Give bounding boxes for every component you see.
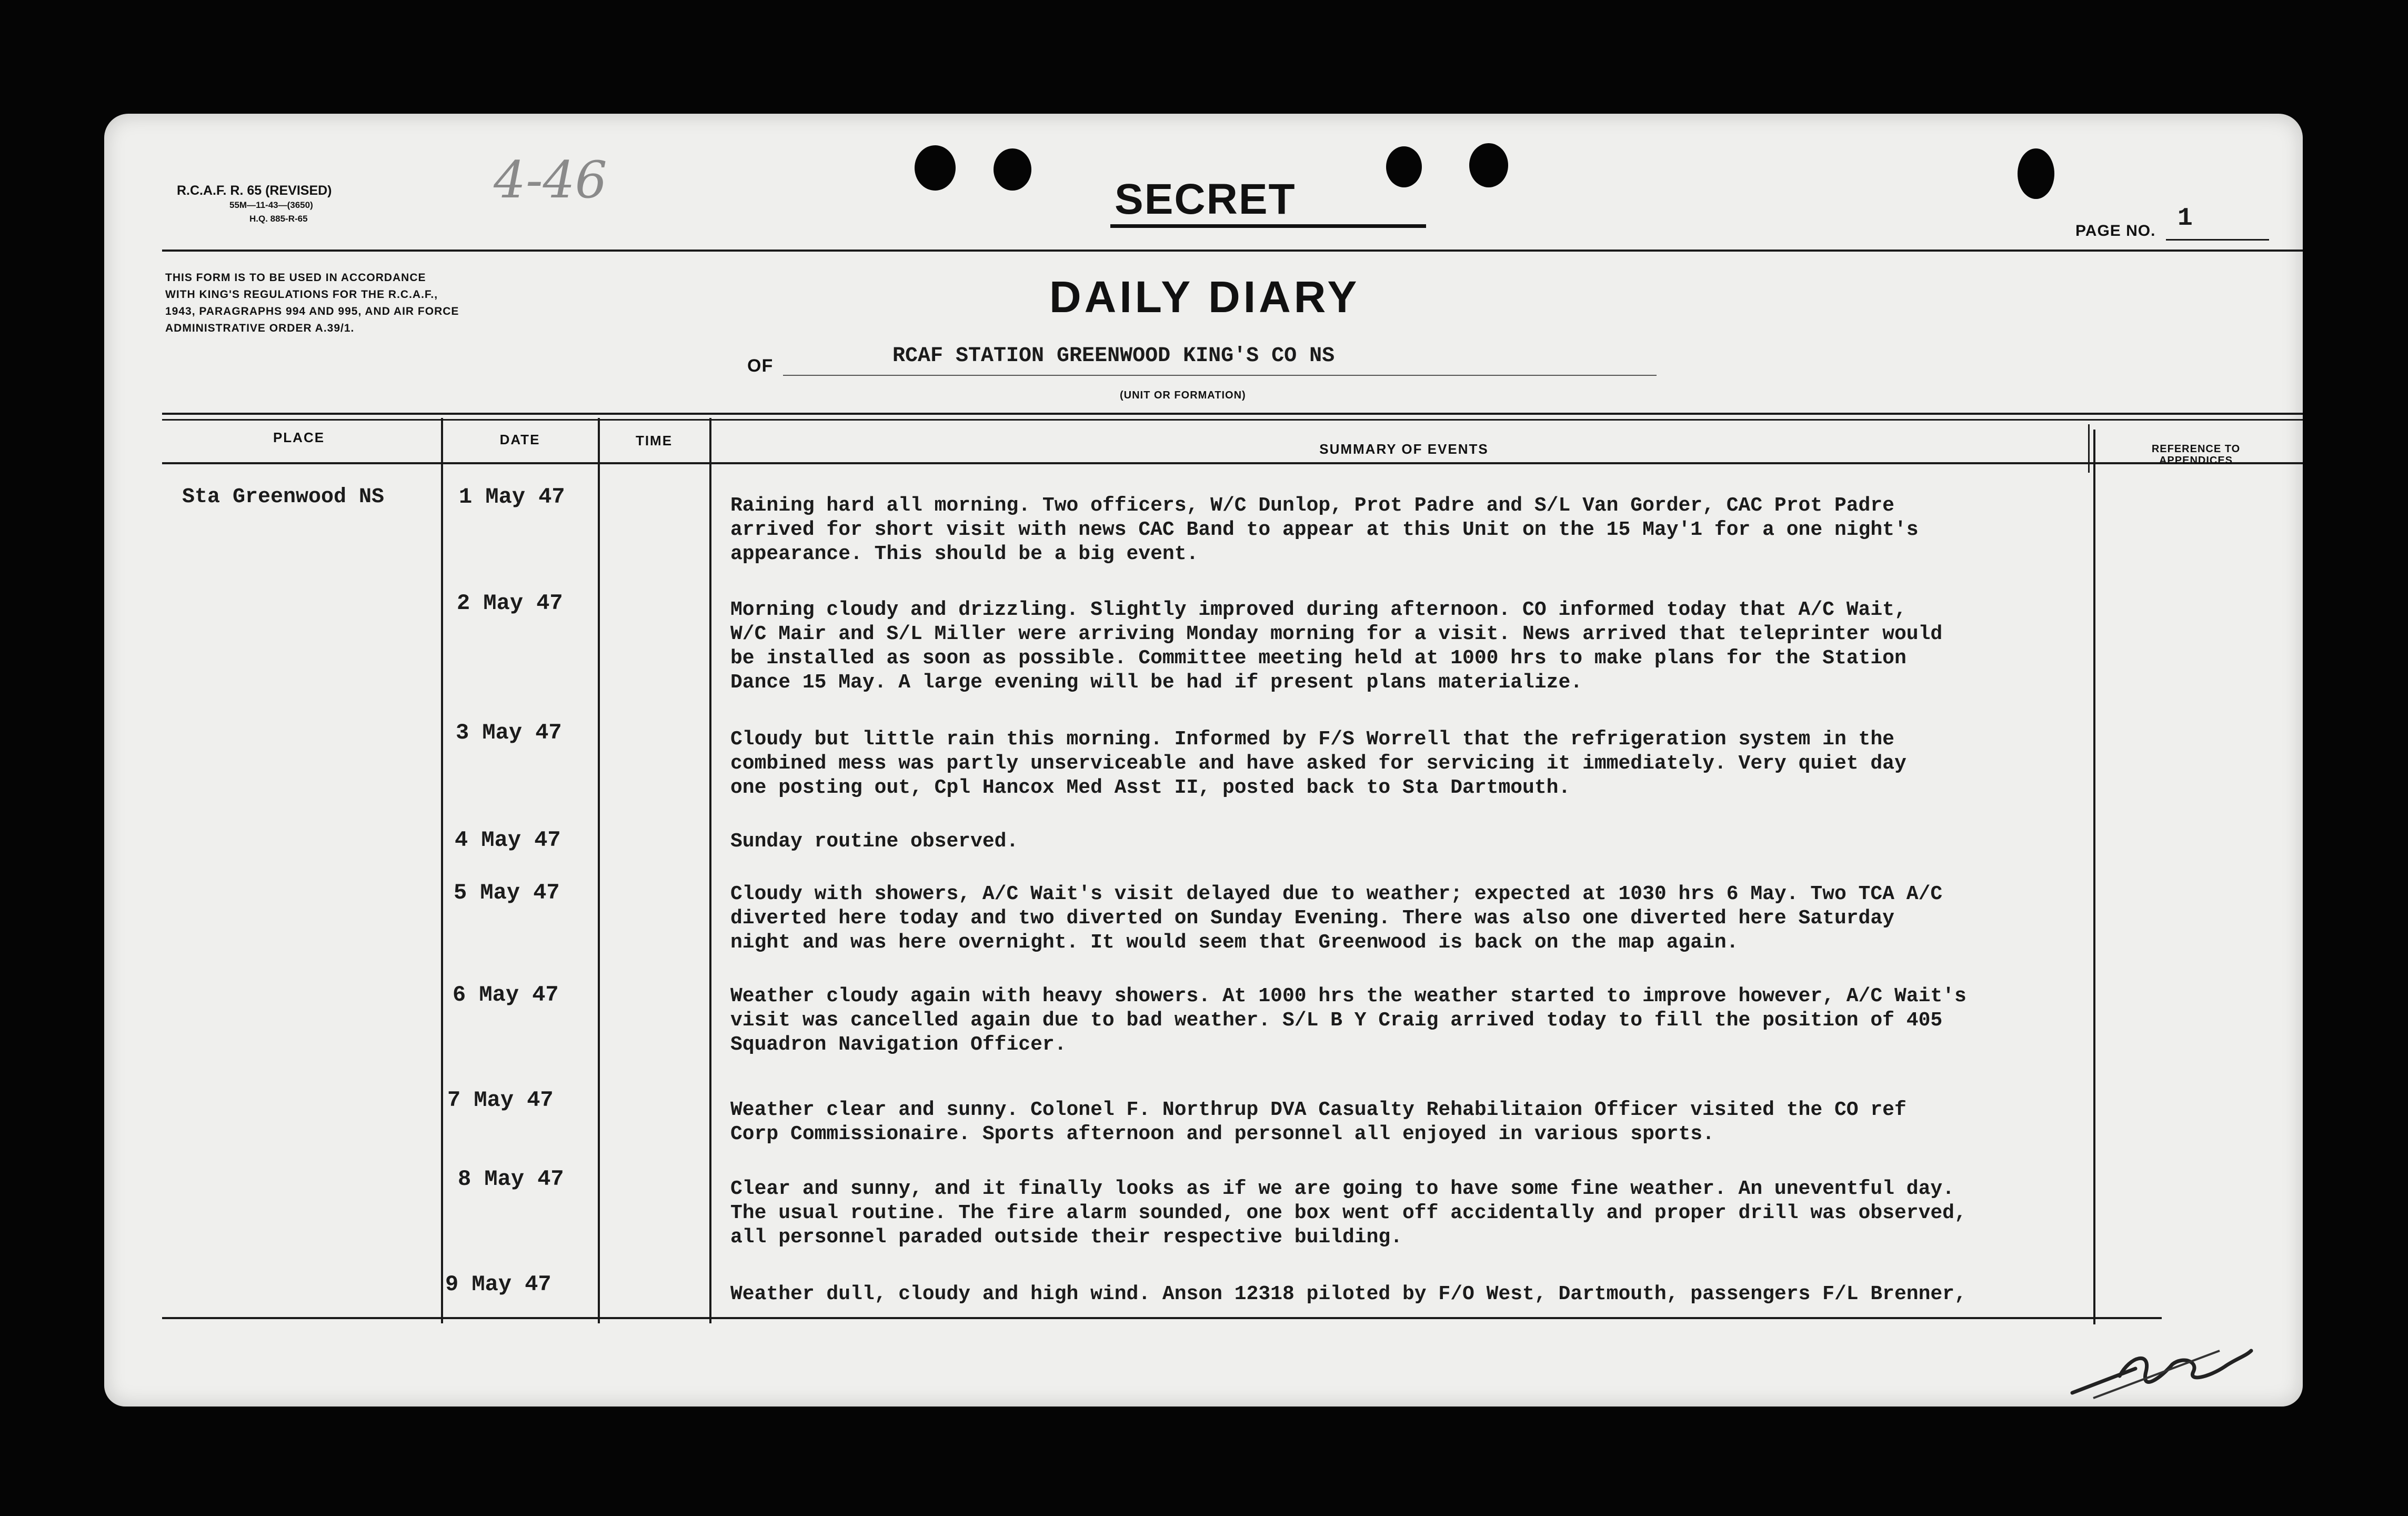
table-header-rule	[162, 462, 2303, 464]
column-divider	[2093, 430, 2095, 1324]
entry-date: 3 May 47	[456, 720, 562, 745]
classification-stamp: SECRET	[1115, 175, 1296, 223]
usage-note-line: WITH KING'S REGULATIONS FOR THE R.C.A.F.,	[165, 288, 438, 301]
form-number: R.C.A.F. R. 65 (REVISED)	[177, 183, 332, 198]
column-divider	[441, 418, 443, 1323]
usage-note-line: 1943, PARAGRAPHS 994 AND 995, AND AIR FORCE	[165, 305, 459, 317]
punch-hole	[994, 148, 1031, 191]
entry-text: Weather dull, cloudy and high wind. Anson 12318 piloted by F/O West, Dartmouth, passengers F/L Brenner,	[730, 1283, 1966, 1305]
page-label: PAGE NO.	[2075, 222, 2156, 240]
entry-text: Cloudy with showers, A/C Wait's visit delayed due to weather; expected at 1030 hrs 6 May. Two TCA A/C diverted here today and two diverted on Sunday Evening. There was also one diverted here Saturday night and was here overnight. It would seem that Greenwood is back on the map again.	[730, 883, 1943, 954]
entry-text: Raining hard all morning. Two officers, W/C Dunlop, Prot Padre and S/L Van Gorder, CAC Prot Padre arrived for short visit with news CAC Band to appear at this Unit on the 15 May'1 for a one night's appearance. This should be a big event.	[730, 494, 1919, 565]
place-cell: Sta Greenwood NS	[182, 485, 385, 509]
print-line: 55M—11-43—(3650)	[229, 200, 313, 210]
column-divider	[598, 418, 600, 1323]
column-header-reference-2: APPENDICES	[2159, 455, 2233, 466]
column-header-place: PLACE	[273, 430, 325, 445]
entry-date: 7 May 47	[447, 1088, 554, 1113]
unit-caption: (UNIT OR FORMATION)	[1120, 390, 1246, 401]
unit-name: RCAF STATION GREENWOOD KING'S CO NS	[892, 344, 1335, 368]
column-header-reference-1: REFERENCE TO	[2151, 443, 2241, 455]
entry-date: 2 May 47	[457, 591, 563, 616]
document-title: DAILY DIARY	[1049, 272, 1360, 322]
entry-date: 9 May 47	[445, 1272, 551, 1297]
column-header-time: TIME	[635, 433, 673, 448]
entry-date: 4 May 47	[455, 827, 561, 853]
entry-date: 1 May 47	[459, 484, 565, 510]
entry-text: Morning cloudy and drizzling. Slightly improved during afternoon. CO informed today that A/C Wait, W/C Mair and S/L Miller were arriving Monday morning for a visit. News arrived that teleprinter would be installed as soon as possible. Committee meeting held at 1000 hrs to make plans for the Station Dance 15 May. A large evening will be had if present plans materialize.	[730, 599, 1943, 694]
of-label: OF	[747, 356, 774, 376]
header-rule	[162, 250, 2303, 252]
table-top-rule-2	[162, 419, 2303, 421]
entry-text: Clear and sunny, and it finally looks as if we are going to have some fine weather. An uneventful day. The usual routine. The fire alarm sounded, one box went off accidentally and proper drill was observed, all personnel paraded outside their respective building.	[730, 1178, 1966, 1249]
column-divider	[2088, 424, 2090, 473]
usage-note-line: ADMINISTRATIVE ORDER A.39/1.	[165, 322, 355, 334]
entry-date: 5 May 47	[454, 880, 560, 905]
entry-text: Weather clear and sunny. Colonel F. Northrup DVA Casualty Rehabilitaion Officer visited the CO ref Corp Commissionaire. Sports afternoon and personnel all enjoyed in various sports.	[730, 1099, 1907, 1145]
entry-text: Cloudy but little rain this morning. Informed by F/S Worrell that the refrigeration system in the combined mess was partly unserviceable and have asked for servicing it immediately. Very quiet day one posting out, Cpl Hancox Med Asst II, posted back to Sta Dartmouth.	[730, 728, 1907, 799]
hq-line: H.Q. 885-R-65	[249, 214, 308, 224]
handwritten-initials	[2062, 1314, 2272, 1403]
punch-hole	[2018, 148, 2054, 199]
punch-hole	[915, 145, 956, 191]
column-header-summary: SUMMARY OF EVENTS	[1319, 441, 1489, 457]
usage-note-line: THIS FORM IS TO BE USED IN ACCORDANCE	[165, 272, 426, 284]
classification-underline	[1110, 224, 1426, 228]
entry-text: Sunday routine observed.	[730, 830, 1019, 853]
entry-text: Weather cloudy again with heavy showers. At 1000 hrs the weather started to improve however, A/C Wait's visit was cancelled again due to bad weather. S/L B Y Craig arrived today to fill the position of 405 Squadron Navigation Officer.	[730, 985, 1966, 1056]
punch-hole	[1469, 143, 1508, 187]
diary-sheet	[104, 114, 2303, 1407]
column-divider	[709, 418, 711, 1323]
usage-note	[165, 270, 607, 337]
page-number-line	[2166, 239, 2269, 241]
column-header-date: DATE	[499, 432, 540, 447]
table-bottom-rule	[162, 1317, 2162, 1319]
unit-line	[783, 375, 1657, 376]
page-number: 1	[2178, 204, 2193, 233]
handwritten-reference: 4-46	[494, 151, 607, 210]
table-top-rule	[162, 413, 2303, 415]
entry-date: 8 May 47	[458, 1166, 564, 1192]
entry-date: 6 May 47	[453, 982, 559, 1008]
punch-hole	[1386, 146, 1422, 187]
